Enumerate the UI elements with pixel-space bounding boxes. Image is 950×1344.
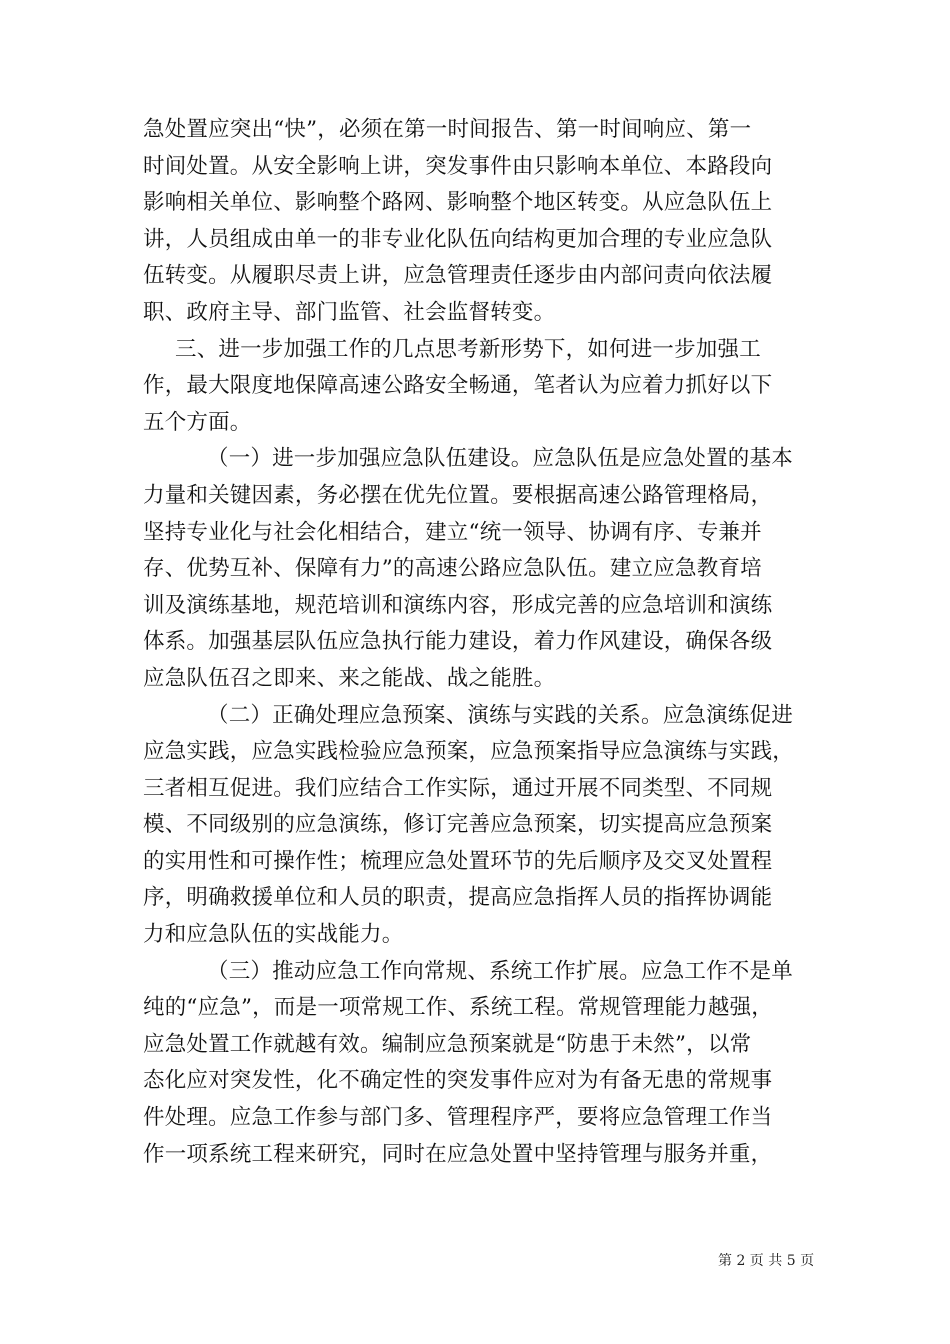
text-line: 时间处置。从安全影响上讲，突发事件由只影响本单位、本路段向 — [143, 153, 773, 179]
text-line: 伍转变。从履职尽责上讲，应急管理责任逐步由内部问责向依法履 — [143, 263, 773, 289]
text-line: 体系。加强基层队伍应急执行能力建设，着力作风建设，确保各级 — [143, 629, 773, 655]
text-line: 三者相互促进。我们应结合工作实际，通过开展不同类型、不同规 — [143, 775, 773, 801]
text-line: 应急队伍召之即来、来之能战、战之能胜。 — [143, 665, 556, 691]
text-line: 坚持专业化与社会化相结合，建立“统一领导、协调有序、专兼并 — [143, 519, 762, 545]
text-line: 影响相关单位、影响整个路网、影响整个地区转变。从应急队伍上 — [143, 190, 773, 216]
text-line: 职、政府主导、部门监管、社会监督转变。 — [143, 299, 556, 325]
text-line: 作一项系统工程来研究，同时在应急处置中坚持管理与服务并重， — [143, 1141, 773, 1167]
body-text — [143, 112, 808, 1173]
text-line: 急处置应突出“快”，必须在第一时间报告、第一时间响应、第一 — [143, 117, 752, 142]
text-line: 五个方面。 — [143, 409, 252, 435]
section-heading-three: 三、进一步加强工作的几点思考新形势下，如何进一步加强工 — [175, 336, 761, 362]
text-line: 存、优势互补、保障有力”的高速公路应急队伍。建立应急教育培 — [143, 556, 762, 582]
text-line: 力量和关键因素，务必摆在优先位置。要根据高速公路管理格局， — [143, 482, 773, 508]
text-line: 态化应对突发性，化不确定性的突发事件应对为有备无患的常规事 — [143, 1068, 773, 1094]
text-line: 应急实践，应急实践检验应急预案，应急预案指导应急演练与实践， — [143, 739, 795, 765]
subsection-heading-two: （二）正确处理应急预案、演练与实践的关系。应急演练促进 — [207, 702, 793, 728]
text-line: 讲，人员组成由单一的非专业化队伍向结构更加合理的专业应急队 — [143, 226, 773, 252]
text-line: 序，明确救援单位和人员的职责，提高应急指挥人员的指挥协调能 — [143, 885, 773, 911]
subsection-heading-three: （三）推动应急工作向常规、系统工作扩展。应急工作不是单 — [207, 958, 793, 984]
text-line: 应急处置工作就越有效。编制应急预案就是“防患于未然”，以常 — [143, 1031, 752, 1057]
page-number: 第 2 页 共 5 页 — [718, 1253, 815, 1269]
text-line: 力和应急队伍的实战能力。 — [143, 922, 404, 948]
text-line: 作，最大限度地保障高速公路安全畅通，笔者认为应着力抓好以下 — [143, 373, 773, 399]
text-line: 纯的“应急”，而是一项常规工作、系统工程。常规管理能力越强， — [143, 995, 773, 1021]
subsection-heading-one: （一）进一步加强应急队伍建设。应急队伍是应急处置的基本 — [207, 446, 793, 472]
text-line: 训及演练基地，规范培训和演练内容，形成完善的应急培训和演练 — [143, 592, 773, 618]
text-line: 的实用性和可操作性；梳理应急处置环节的先后顺序及交叉处置程 — [143, 848, 773, 874]
text-line: 件处理。应急工作参与部门多、管理程序严，要将应急管理工作当 — [143, 1105, 773, 1131]
text-line: 模、不同级别的应急演练，修订完善应急预案，切实提高应急预案 — [143, 812, 773, 838]
